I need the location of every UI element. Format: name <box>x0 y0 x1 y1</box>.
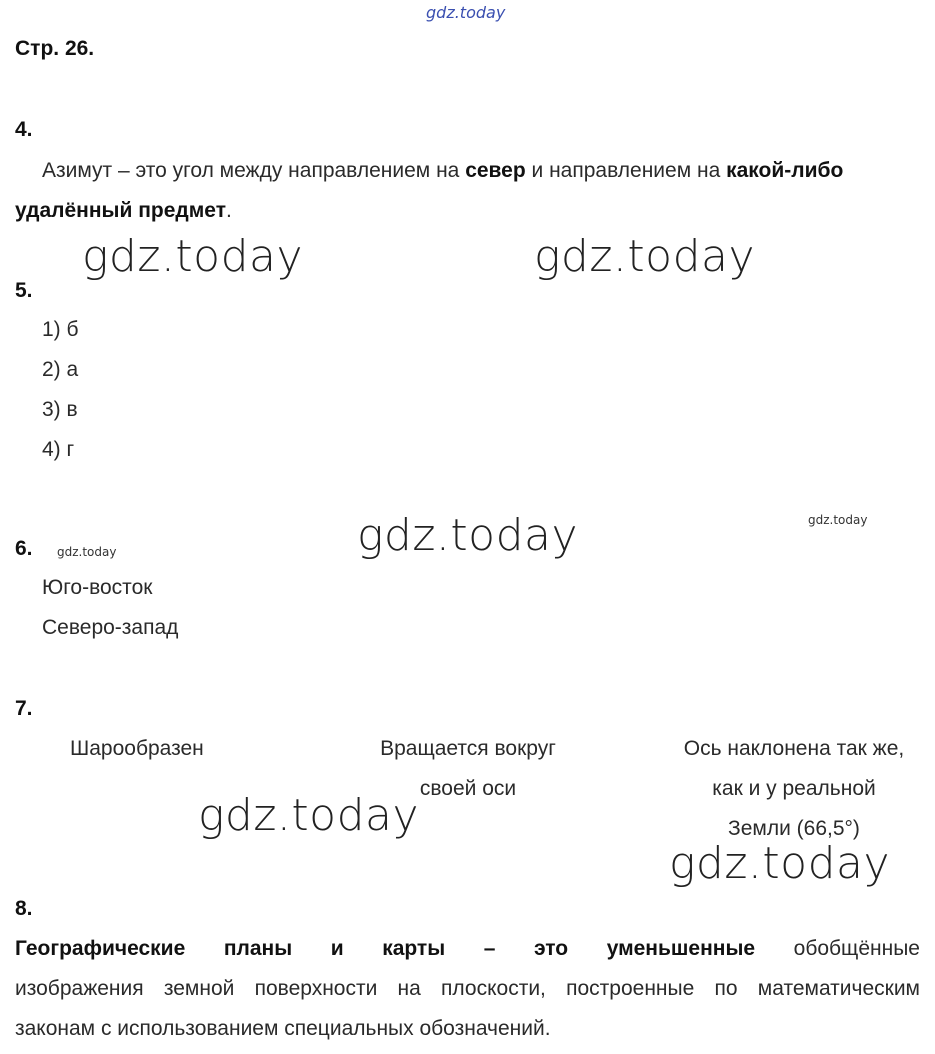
question-5-number: 5. <box>15 279 33 302</box>
question-4-line-2 <box>15 199 232 223</box>
q4-period: . <box>225 199 232 222</box>
q4-term-any: какой-либо <box>726 159 844 182</box>
q6-answer-1: Юго-восток <box>42 576 153 599</box>
q7-col-2-line-2: своей оси <box>419 777 517 800</box>
q5-answer-3: 3) в <box>42 398 78 421</box>
watermark-4: gdz.today <box>198 790 420 841</box>
q5-answer-1: 1) б <box>42 318 79 341</box>
q4-text-c: и направлением на <box>525 159 727 182</box>
watermark-1: gdz.today <box>82 231 304 282</box>
q7-col-2-line-1: Вращается вокруг <box>380 737 556 760</box>
question-7-number: 7. <box>15 697 33 720</box>
page-label: Стр. 26. <box>15 37 95 60</box>
q6-answer-2: Северо-запад <box>42 616 179 639</box>
q5-answer-4: 4) г <box>42 438 75 461</box>
question-4-line-1 <box>42 159 843 183</box>
question-8-number: 8. <box>15 897 33 920</box>
q4-term-object: удалённый предмет <box>15 199 226 222</box>
q7-col-1: Шарообразен <box>70 737 204 760</box>
watermark-small-right: gdz.today <box>808 513 868 527</box>
q4-text-a: Азимут – это угол между направлением на <box>42 159 466 182</box>
q4-term-north: север <box>465 159 526 182</box>
q8-line-1-rest: обобщённые <box>755 937 920 960</box>
q8-line-1 <box>15 937 920 961</box>
question-4-number: 4. <box>15 118 33 141</box>
q8-line-2: изображения земной поверхности на плоскости, построенные по математическим <box>15 977 920 1000</box>
q5-answer-2: 2) а <box>42 358 79 381</box>
watermark-5: gdz.today <box>669 838 891 889</box>
q7-col-3-line-3: Земли (66,5°) <box>728 817 860 840</box>
watermark-3: gdz.today <box>357 510 579 561</box>
q8-line-3: законам с использованием специальных обозначений. <box>15 1017 551 1040</box>
q7-col-3-line-1: Ось наклонена так же, <box>683 737 905 760</box>
watermark-top: gdz.today <box>426 3 506 22</box>
q7-col-3-line-2: как и у реальной <box>712 777 876 800</box>
question-6-number: 6. <box>15 537 33 560</box>
watermark-2: gdz.today <box>534 231 756 282</box>
watermark-small-left: gdz.today <box>57 545 117 559</box>
q8-definition-term: Географические планы и карты – это уменьшенные <box>15 937 756 960</box>
